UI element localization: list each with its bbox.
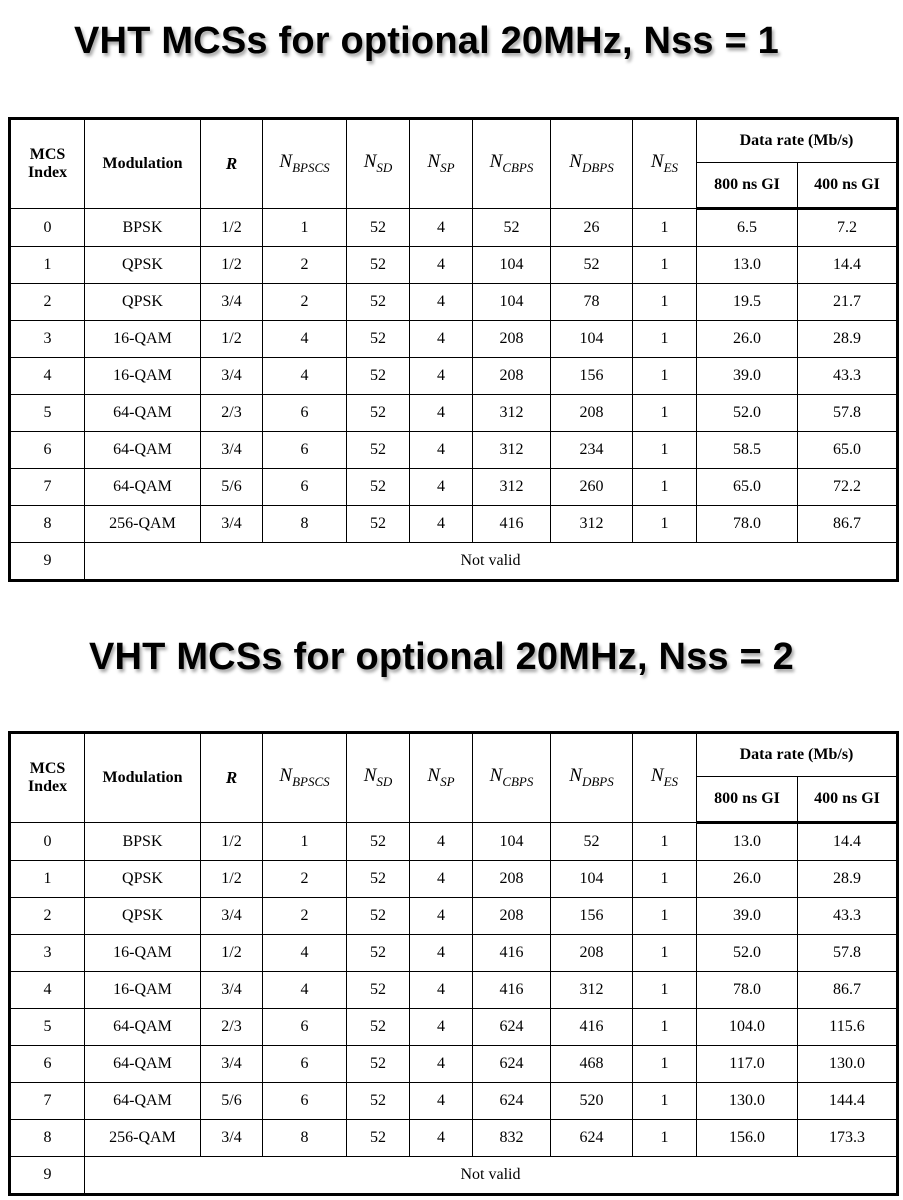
table-row-invalid <box>10 1157 898 1195</box>
mcs-index-cell: 7 <box>10 1083 85 1120</box>
n-sd-cell: 52 <box>347 321 410 358</box>
header-400ns-gi <box>798 163 898 209</box>
modulation-cell: 256-QAM <box>85 1120 201 1157</box>
table-row <box>10 284 898 321</box>
mcs-index-cell: 6 <box>10 1046 85 1083</box>
modulation-cell: QPSK <box>85 898 201 935</box>
n-bpscs-cell: 2 <box>263 861 347 898</box>
n-bpscs-cell: 6 <box>263 395 347 432</box>
n-bpscs-cell: 4 <box>263 972 347 1009</box>
n-sp-cell: 4 <box>410 321 473 358</box>
n-bpscs-cell: 1 <box>263 823 347 861</box>
header-n-bpscs <box>263 733 347 823</box>
rate-400ns-cell: 130.0 <box>798 1046 898 1083</box>
mcs-index-cell: 4 <box>10 972 85 1009</box>
table-row <box>10 469 898 506</box>
rate-800ns-cell: 26.0 <box>697 321 798 358</box>
n-dbps-cell: 26 <box>551 209 633 247</box>
n-dbps-cell: 624 <box>551 1120 633 1157</box>
n-bpscs-cell: 2 <box>263 247 347 284</box>
header-400ns-gi-label: 400 ns GI <box>814 790 880 808</box>
header-mcs-index <box>10 733 85 823</box>
n-es-cell: 1 <box>633 823 697 861</box>
n-cbps-cell: 624 <box>473 1083 551 1120</box>
n-sd-cell: 52 <box>347 247 410 284</box>
n-dbps-cell: 78 <box>551 284 633 321</box>
n-bpscs-cell: 6 <box>263 469 347 506</box>
mcs-index-cell: 7 <box>10 469 85 506</box>
modulation-cell: 64-QAM <box>85 1046 201 1083</box>
not-valid-cell: Not valid <box>85 543 898 581</box>
n-sp-cell: 4 <box>410 1120 473 1157</box>
n-bpscs-cell: 6 <box>263 1009 347 1046</box>
n-dbps-cell: 208 <box>551 395 633 432</box>
n-cbps-cell: 832 <box>473 1120 551 1157</box>
n-sd-cell: 52 <box>347 1083 410 1120</box>
rate-800ns-cell: 19.5 <box>697 284 798 321</box>
n-cbps-cell: 208 <box>473 321 551 358</box>
header-n-cbps-symbol: N <box>489 765 503 787</box>
header-n-sd-subscript: SD <box>376 774 393 790</box>
n-sd-cell: 52 <box>347 358 410 395</box>
header-data-rate-label: Data rate (Mb/s) <box>739 746 854 764</box>
code-rate-cell: 3/4 <box>201 898 263 935</box>
header-800ns-gi-label: 800 ns GI <box>714 176 780 194</box>
mcs-table-1 <box>8 117 899 582</box>
n-es-cell: 1 <box>633 247 697 284</box>
code-rate-cell: 5/6 <box>201 469 263 506</box>
table-row <box>10 1083 898 1120</box>
header-n-bpscs-symbol: N <box>279 765 293 787</box>
table-row <box>10 1046 898 1083</box>
n-dbps-cell: 260 <box>551 469 633 506</box>
n-cbps-cell: 416 <box>473 935 551 972</box>
modulation-cell: 16-QAM <box>85 935 201 972</box>
table-row-invalid <box>10 543 898 581</box>
table2-title: VHT MCSs for optional 20MHz, Nss = 2 <box>88 636 795 678</box>
modulation-cell: BPSK <box>85 209 201 247</box>
n-bpscs-cell: 2 <box>263 898 347 935</box>
modulation-cell: 256-QAM <box>85 506 201 543</box>
modulation-cell: BPSK <box>85 823 201 861</box>
n-sd-cell: 52 <box>347 284 410 321</box>
n-dbps-cell: 156 <box>551 358 633 395</box>
header-r-label: R <box>225 767 238 787</box>
table-row <box>10 1120 898 1157</box>
n-sp-cell: 4 <box>410 395 473 432</box>
header-modulation <box>85 119 201 209</box>
header-index-label: Index <box>27 164 68 181</box>
header-modulation-label: Modulation <box>102 155 183 173</box>
n-cbps-cell: 416 <box>473 506 551 543</box>
n-dbps-cell: 312 <box>551 972 633 1009</box>
table-row <box>10 358 898 395</box>
n-dbps-cell: 208 <box>551 935 633 972</box>
n-bpscs-cell: 4 <box>263 935 347 972</box>
table-row <box>10 321 898 358</box>
n-dbps-cell: 416 <box>551 1009 633 1046</box>
header-n-sd <box>347 733 410 823</box>
n-dbps-cell: 52 <box>551 247 633 284</box>
code-rate-cell: 3/4 <box>201 1046 263 1083</box>
header-modulation <box>85 733 201 823</box>
header-n-es-symbol: N <box>650 765 664 787</box>
n-sd-cell: 52 <box>347 432 410 469</box>
n-es-cell: 1 <box>633 1083 697 1120</box>
header-n-sd-subscript: SD <box>376 160 393 176</box>
mcs-index-cell: 0 <box>10 209 85 247</box>
n-es-cell: 1 <box>633 506 697 543</box>
n-bpscs-cell: 8 <box>263 506 347 543</box>
code-rate-cell: 1/2 <box>201 861 263 898</box>
code-rate-cell: 1/2 <box>201 823 263 861</box>
header-row <box>10 733 898 777</box>
modulation-cell: QPSK <box>85 247 201 284</box>
table-row <box>10 823 898 861</box>
rate-400ns-cell: 14.4 <box>798 823 898 861</box>
table-row <box>10 247 898 284</box>
header-n-sp <box>410 733 473 823</box>
header-n-dbps-symbol: N <box>569 765 582 787</box>
rate-800ns-cell: 52.0 <box>697 395 798 432</box>
n-sp-cell: 4 <box>410 284 473 321</box>
n-cbps-cell: 208 <box>473 358 551 395</box>
n-es-cell: 1 <box>633 861 697 898</box>
n-bpscs-cell: 4 <box>263 321 347 358</box>
n-es-cell: 1 <box>633 358 697 395</box>
n-cbps-cell: 312 <box>473 432 551 469</box>
code-rate-cell: 3/4 <box>201 358 263 395</box>
n-cbps-cell: 416 <box>473 972 551 1009</box>
code-rate-cell: 3/4 <box>201 972 263 1009</box>
n-dbps-cell: 104 <box>551 321 633 358</box>
mcs-index-cell: 4 <box>10 358 85 395</box>
n-es-cell: 1 <box>633 898 697 935</box>
header-n-sd-symbol: N <box>363 151 377 173</box>
rate-400ns-cell: 7.2 <box>798 209 898 247</box>
n-es-cell: 1 <box>633 209 697 247</box>
modulation-cell: 64-QAM <box>85 469 201 506</box>
modulation-cell: 64-QAM <box>85 395 201 432</box>
header-800ns-gi-label: 800 ns GI <box>714 790 780 808</box>
n-cbps-cell: 52 <box>473 209 551 247</box>
header-n-es <box>633 733 697 823</box>
rate-800ns-cell: 78.0 <box>697 972 798 1009</box>
header-r-label: R <box>225 153 238 173</box>
code-rate-cell: 2/3 <box>201 395 263 432</box>
rate-800ns-cell: 13.0 <box>697 823 798 861</box>
header-data-rate-label: Data rate (Mb/s) <box>739 132 854 150</box>
rate-400ns-cell: 144.4 <box>798 1083 898 1120</box>
header-data-rate <box>697 733 898 777</box>
header-mcs-label: MCS <box>29 760 66 778</box>
code-rate-cell: 3/4 <box>201 284 263 321</box>
header-n-sp-symbol: N <box>427 765 441 787</box>
header-n-dbps-symbol: N <box>569 151 582 173</box>
table-row <box>10 972 898 1009</box>
code-rate-cell: 1/2 <box>201 321 263 358</box>
n-es-cell: 1 <box>633 395 697 432</box>
n-sp-cell: 4 <box>410 1046 473 1083</box>
n-dbps-cell: 312 <box>551 506 633 543</box>
header-400ns-gi <box>798 777 898 823</box>
rate-800ns-cell: 26.0 <box>697 861 798 898</box>
header-n-dbps <box>551 733 633 823</box>
header-modulation-label: Modulation <box>102 769 183 787</box>
table-row <box>10 209 898 247</box>
modulation-cell: 16-QAM <box>85 972 201 1009</box>
header-r <box>201 733 263 823</box>
n-es-cell: 1 <box>633 321 697 358</box>
n-sp-cell: 4 <box>410 469 473 506</box>
code-rate-cell: 3/4 <box>201 1120 263 1157</box>
code-rate-cell: 1/2 <box>201 209 263 247</box>
mcs-index-cell: 8 <box>10 506 85 543</box>
header-n-dbps-subscript: DBPS <box>581 160 614 176</box>
header-row <box>10 119 898 163</box>
header-n-bpscs-symbol: N <box>279 151 293 173</box>
header-400ns-gi-label: 400 ns GI <box>814 176 880 194</box>
rate-400ns-cell: 28.9 <box>798 321 898 358</box>
n-dbps-cell: 156 <box>551 898 633 935</box>
code-rate-cell: 3/4 <box>201 506 263 543</box>
mcs-index-cell: 5 <box>10 395 85 432</box>
rate-400ns-cell: 86.7 <box>798 972 898 1009</box>
n-cbps-cell: 624 <box>473 1046 551 1083</box>
modulation-cell: QPSK <box>85 861 201 898</box>
modulation-cell: QPSK <box>85 284 201 321</box>
n-sd-cell: 52 <box>347 861 410 898</box>
header-index-label: Index <box>27 778 68 795</box>
rate-800ns-cell: 65.0 <box>697 469 798 506</box>
rate-800ns-cell: 117.0 <box>697 1046 798 1083</box>
table-row <box>10 506 898 543</box>
not-valid-cell: Not valid <box>85 1157 898 1195</box>
header-n-sp-symbol: N <box>427 151 441 173</box>
mcs-table-2 <box>8 731 899 1196</box>
rate-800ns-cell: 39.0 <box>697 898 798 935</box>
n-sp-cell: 4 <box>410 506 473 543</box>
rate-800ns-cell: 39.0 <box>697 358 798 395</box>
n-sd-cell: 52 <box>347 898 410 935</box>
n-cbps-cell: 104 <box>473 823 551 861</box>
modulation-cell: 16-QAM <box>85 358 201 395</box>
modulation-cell: 64-QAM <box>85 1009 201 1046</box>
n-cbps-cell: 104 <box>473 247 551 284</box>
n-es-cell: 1 <box>633 1046 697 1083</box>
rate-400ns-cell: 173.3 <box>798 1120 898 1157</box>
header-n-sd <box>347 119 410 209</box>
rate-800ns-cell: 58.5 <box>697 432 798 469</box>
n-dbps-cell: 104 <box>551 861 633 898</box>
code-rate-cell: 2/3 <box>201 1009 263 1046</box>
modulation-cell: 64-QAM <box>85 432 201 469</box>
n-sp-cell: 4 <box>410 358 473 395</box>
n-sd-cell: 52 <box>347 506 410 543</box>
rate-800ns-cell: 156.0 <box>697 1120 798 1157</box>
rate-400ns-cell: 43.3 <box>798 358 898 395</box>
header-n-es-symbol: N <box>650 151 664 173</box>
n-sp-cell: 4 <box>410 1009 473 1046</box>
header-n-cbps-subscript: CBPS <box>502 774 534 790</box>
rate-800ns-cell: 6.5 <box>697 209 798 247</box>
mcs-index-cell: 3 <box>10 935 85 972</box>
n-sp-cell: 4 <box>410 898 473 935</box>
rate-400ns-cell: 14.4 <box>798 247 898 284</box>
n-sp-cell: 4 <box>410 1083 473 1120</box>
header-n-sp-subscript: SP <box>440 774 455 790</box>
mcs-index-cell: 3 <box>10 321 85 358</box>
n-bpscs-cell: 2 <box>263 284 347 321</box>
n-bpscs-cell: 6 <box>263 1083 347 1120</box>
n-sd-cell: 52 <box>347 395 410 432</box>
rate-800ns-cell: 104.0 <box>697 1009 798 1046</box>
n-sd-cell: 52 <box>347 469 410 506</box>
header-n-cbps-subscript: CBPS <box>502 160 534 176</box>
n-sp-cell: 4 <box>410 823 473 861</box>
n-sd-cell: 52 <box>347 823 410 861</box>
modulation-cell: 64-QAM <box>85 1083 201 1120</box>
table-row <box>10 432 898 469</box>
n-sd-cell: 52 <box>347 1009 410 1046</box>
header-data-rate <box>697 119 898 163</box>
header-n-es-subscript: ES <box>663 774 679 790</box>
n-sd-cell: 52 <box>347 1046 410 1083</box>
n-es-cell: 1 <box>633 935 697 972</box>
n-bpscs-cell: 8 <box>263 1120 347 1157</box>
rate-400ns-cell: 43.3 <box>798 898 898 935</box>
n-es-cell: 1 <box>633 972 697 1009</box>
rate-800ns-cell: 78.0 <box>697 506 798 543</box>
table1-title: VHT MCSs for optional 20MHz, Nss = 1 <box>73 20 780 62</box>
table-row <box>10 898 898 935</box>
mcs-index-cell: 6 <box>10 432 85 469</box>
mcs-index-cell: 2 <box>10 898 85 935</box>
header-n-bpscs-subscript: BPSCS <box>292 160 330 176</box>
n-sd-cell: 52 <box>347 209 410 247</box>
n-es-cell: 1 <box>633 284 697 321</box>
n-es-cell: 1 <box>633 432 697 469</box>
mcs-index-cell: 0 <box>10 823 85 861</box>
header-n-es-subscript: ES <box>663 160 679 176</box>
code-rate-cell: 3/4 <box>201 432 263 469</box>
mcs-index-cell: 9 <box>10 1157 85 1195</box>
header-n-es <box>633 119 697 209</box>
code-rate-cell: 5/6 <box>201 1083 263 1120</box>
rate-800ns-cell: 13.0 <box>697 247 798 284</box>
rate-400ns-cell: 57.8 <box>798 935 898 972</box>
n-sp-cell: 4 <box>410 247 473 284</box>
n-cbps-cell: 208 <box>473 861 551 898</box>
n-cbps-cell: 312 <box>473 469 551 506</box>
n-sp-cell: 4 <box>410 432 473 469</box>
header-mcs-index <box>10 119 85 209</box>
mcs-index-cell: 1 <box>10 247 85 284</box>
table-row <box>10 861 898 898</box>
header-n-sd-symbol: N <box>363 765 377 787</box>
n-sd-cell: 52 <box>347 935 410 972</box>
n-es-cell: 1 <box>633 1120 697 1157</box>
mcs-index-cell: 8 <box>10 1120 85 1157</box>
table-row <box>10 395 898 432</box>
rate-400ns-cell: 72.2 <box>798 469 898 506</box>
header-n-bpscs-subscript: BPSCS <box>292 774 330 790</box>
header-mcs-label: MCS <box>29 146 66 164</box>
n-bpscs-cell: 4 <box>263 358 347 395</box>
header-n-sp-subscript: SP <box>440 160 455 176</box>
n-sd-cell: 52 <box>347 972 410 1009</box>
header-n-cbps <box>473 119 551 209</box>
rate-800ns-cell: 52.0 <box>697 935 798 972</box>
code-rate-cell: 1/2 <box>201 247 263 284</box>
mcs-index-cell: 5 <box>10 1009 85 1046</box>
header-r <box>201 119 263 209</box>
n-dbps-cell: 468 <box>551 1046 633 1083</box>
code-rate-cell: 1/2 <box>201 935 263 972</box>
rate-400ns-cell: 65.0 <box>798 432 898 469</box>
rate-400ns-cell: 21.7 <box>798 284 898 321</box>
header-n-sp <box>410 119 473 209</box>
n-sd-cell: 52 <box>347 1120 410 1157</box>
header-800ns-gi <box>697 777 798 823</box>
header-n-dbps <box>551 119 633 209</box>
n-bpscs-cell: 1 <box>263 209 347 247</box>
header-800ns-gi <box>697 163 798 209</box>
n-dbps-cell: 234 <box>551 432 633 469</box>
table-row <box>10 1009 898 1046</box>
table-row <box>10 935 898 972</box>
rate-400ns-cell: 86.7 <box>798 506 898 543</box>
n-sp-cell: 4 <box>410 935 473 972</box>
n-cbps-cell: 208 <box>473 898 551 935</box>
n-cbps-cell: 312 <box>473 395 551 432</box>
header-n-cbps-symbol: N <box>489 151 503 173</box>
n-es-cell: 1 <box>633 1009 697 1046</box>
n-sp-cell: 4 <box>410 972 473 1009</box>
modulation-cell: 16-QAM <box>85 321 201 358</box>
header-n-cbps <box>473 733 551 823</box>
n-bpscs-cell: 6 <box>263 432 347 469</box>
mcs-index-cell: 9 <box>10 543 85 581</box>
mcs-index-cell: 2 <box>10 284 85 321</box>
n-sp-cell: 4 <box>410 209 473 247</box>
mcs-index-cell: 1 <box>10 861 85 898</box>
n-sp-cell: 4 <box>410 861 473 898</box>
rate-400ns-cell: 28.9 <box>798 861 898 898</box>
rate-400ns-cell: 115.6 <box>798 1009 898 1046</box>
n-es-cell: 1 <box>633 469 697 506</box>
n-cbps-cell: 624 <box>473 1009 551 1046</box>
n-bpscs-cell: 6 <box>263 1046 347 1083</box>
n-cbps-cell: 104 <box>473 284 551 321</box>
n-dbps-cell: 520 <box>551 1083 633 1120</box>
header-n-dbps-subscript: DBPS <box>581 774 614 790</box>
rate-800ns-cell: 130.0 <box>697 1083 798 1120</box>
n-dbps-cell: 52 <box>551 823 633 861</box>
rate-400ns-cell: 57.8 <box>798 395 898 432</box>
header-n-bpscs <box>263 119 347 209</box>
